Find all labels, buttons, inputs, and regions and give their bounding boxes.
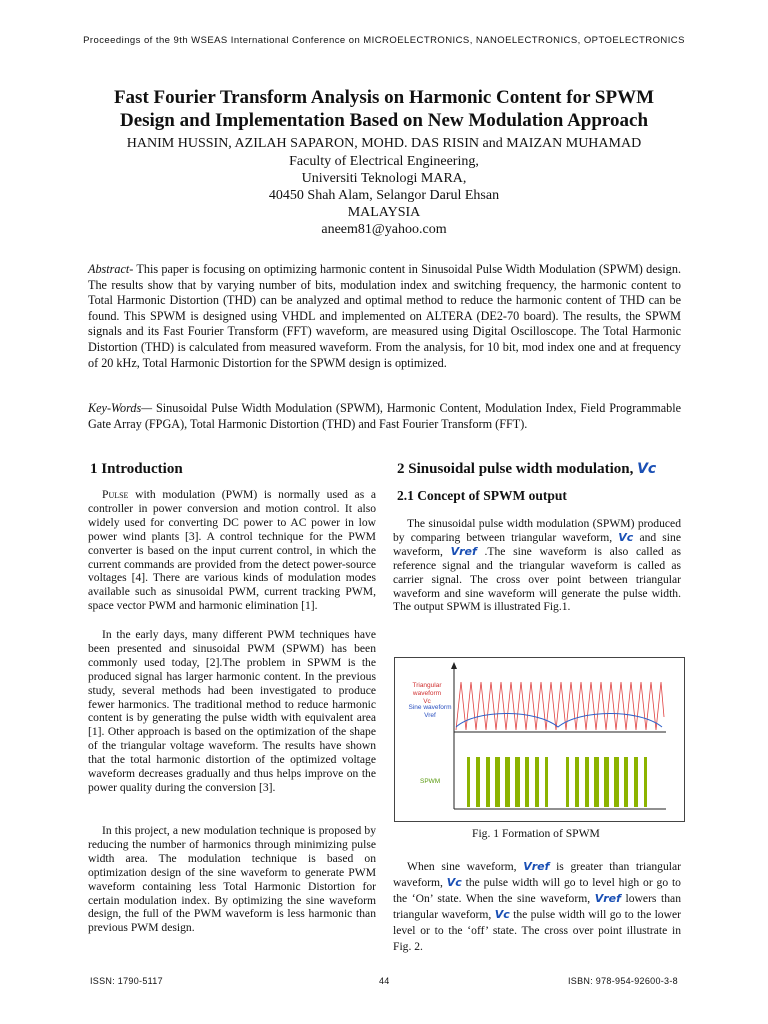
section-1-heading: 1 Introduction	[90, 461, 183, 477]
proceedings-header: Proceedings of the 9th WSEAS International Conference on MICROELECTRONICS, NANOELECTRONICS, OPTOELECTRONICS	[83, 35, 685, 46]
dropcap-word: Pulse	[102, 488, 129, 501]
text: When sine waveform,	[407, 860, 517, 873]
abstract	[88, 262, 681, 371]
section-2-heading-text: 2 Sinusoidal pulse width modulation	[397, 461, 630, 477]
triangular-label	[400, 682, 454, 706]
title-line-2: Design and Implementation Based on New Modulation Approach	[119, 110, 649, 131]
vc-symbol: Vc	[618, 530, 634, 544]
vref-symbol: Vref	[594, 892, 621, 905]
keywords-label: Key-Words—	[88, 401, 153, 415]
text: The sinusoidal pulse width modulation (SPWM) produced by comparing between triangular waveform,	[393, 517, 681, 544]
spwm-paragraph-1	[393, 517, 681, 614]
figure-spwm-formation	[394, 657, 685, 822]
footer-isbn: ISBN: 978-954-92600-3-8	[568, 976, 678, 986]
figure-caption: Fig. 1 Formation of SPWM	[472, 827, 600, 840]
abstract-label: Abstract-	[88, 262, 134, 276]
vc-symbol: Vc	[494, 908, 510, 921]
text: lowers than triangular waveform,	[393, 892, 681, 921]
intro-paragraph-3: In this project, a new modulation technique is proposed by reducing the number of harmonics through minimizing pulse width area. The modulation technique is based on optimization design of the sine waveform to generate PWM waveform containing less Total Harmonic Distortion for certain modulation index. By optimizing the sine waveform design, the full of the PWM waveform is less harmonic than previous PWM design.	[88, 824, 376, 935]
text: the pulse width will go to level high or go to the ‘On’ state. When the sine waveform,	[393, 876, 681, 905]
spwm-label: SPWM	[420, 778, 441, 785]
keywords-text: Sinusoidal Pulse Width Modulation (SPWM), Harmonic Content, Modulation Index, Field Programmable Gate Array (FPGA), Total Harmonic Distortion (THD) and Fast Fourier Transform (FFT).	[88, 401, 681, 431]
affiliation-line: MALAYSIA	[347, 205, 421, 220]
subsection-2-1-heading: 2.1 Concept of SPWM output	[397, 488, 567, 503]
title-line-1: Fast Fourier Transform Analysis on Harmonic Content for SPWM	[113, 87, 655, 108]
affiliation	[60, 153, 708, 238]
footer-issn: ISSN: 1790-5117	[90, 976, 163, 986]
vc-symbol: Vc	[637, 461, 657, 477]
vc-symbol: Vc	[446, 876, 462, 889]
affiliation-line: 40450 Shah Alam, Selangor Darul Ehsan	[268, 188, 500, 203]
text: .The sine waveform is also called as reference signal and the triangular waveform is called as carrier signal. The cross over point between triangular waveform and sine waveform will generate the pulse width. The output SPWM is illustrated Fig.1.	[393, 544, 681, 614]
vref-symbol: Vref	[523, 860, 550, 873]
spwm-paragraph-2	[393, 859, 681, 955]
triangular-label-line: Triangular waveform	[412, 682, 442, 697]
text: and sine waveform,	[393, 530, 681, 558]
vref-symbol: Vref	[450, 544, 477, 558]
section-2-heading: 2 Sinusoidal pulse width modulation, Vc	[397, 461, 657, 477]
footer-page-number: 44	[379, 976, 390, 986]
keywords	[88, 401, 681, 432]
affiliation-line: Universiti Teknologi MARA,	[301, 171, 467, 186]
sine-label-line: Sine waveform	[408, 704, 452, 711]
authors: HANIM HUSSIN, AZILAH SAPARON, MOHD. DAS RISIN and MAIZAN MUHAMAD	[126, 136, 642, 151]
sine-label	[406, 704, 454, 720]
email: aneem81@yahoo.com	[321, 222, 447, 237]
abstract-text: This paper is focusing on optimizing harmonic content in Sinusoidal Pulse Width Modulation (SPWM) design. The results show that by varying number of bits, modulation index and switching frequency, the harmonic content to Total Harmonic Distortion (THD) can be analyzed and optimal method to reduce the harmonic content of THD can be found. This SPWM is designed using VHDL and implemented on ALTERA (DE2-70 board). The results, the SPWM signals and its Fast Fourier Transform (FFT) waveform, are measured using Digital Oscilloscope. The Total Harmonic Distortion (THD) is calculated from measured waveform. From the analysis, for 10 bit, mod index one and at frequency of 20 kHz, Total Harmonic Distortion for the SPWM design is optimized.	[88, 262, 681, 370]
paper-title	[60, 86, 708, 132]
affiliation-line: Faculty of Electrical Engineering,	[289, 154, 479, 169]
text: is greater than triangular waveform,	[393, 860, 681, 889]
sine-label-line: Vref	[424, 712, 436, 719]
intro-paragraph-2: In the early days, many different PWM techniques have been presented and sinusoidal PWM (SPWM) has been commonly used today, [2].The problem in SPWM is the produced signal has larger harmonic content. In the previous study, several methods had been investigated to produce fewer harmonics. The traditional method to reduce harmonic content is by generating the pulse width with equivalent area [1]. Other approach is based on the optimization of the shape of the triangular voltage waveform. The results have shown that the total harmonic distortion of the optimized voltage waveform decreases gradually and thus helps improve on the power quality during the conversion [3].	[88, 628, 376, 794]
text: the pulse width will go to the lower level or to the ‘off’ state. The cross over point illustrate in Fig. 2.	[393, 908, 681, 953]
intro-paragraph-1	[88, 488, 376, 613]
triangular-label-line: Vc	[423, 698, 431, 705]
intro-paragraph-1-text: with modulation (PWM) is normally used as a controller in power conversion and motion control. It also widely used for converting DC power to AC power in low power wind plants [3]. A control technique for the PWM converter is based on the input current control, in which the current commands are provided from the detect power-source voltages [4]. There are various kinds of modulation modes available such as sinusoidal PWM, current tracking PWM, space vector PWM and harmonic elimination [1].	[88, 488, 376, 613]
